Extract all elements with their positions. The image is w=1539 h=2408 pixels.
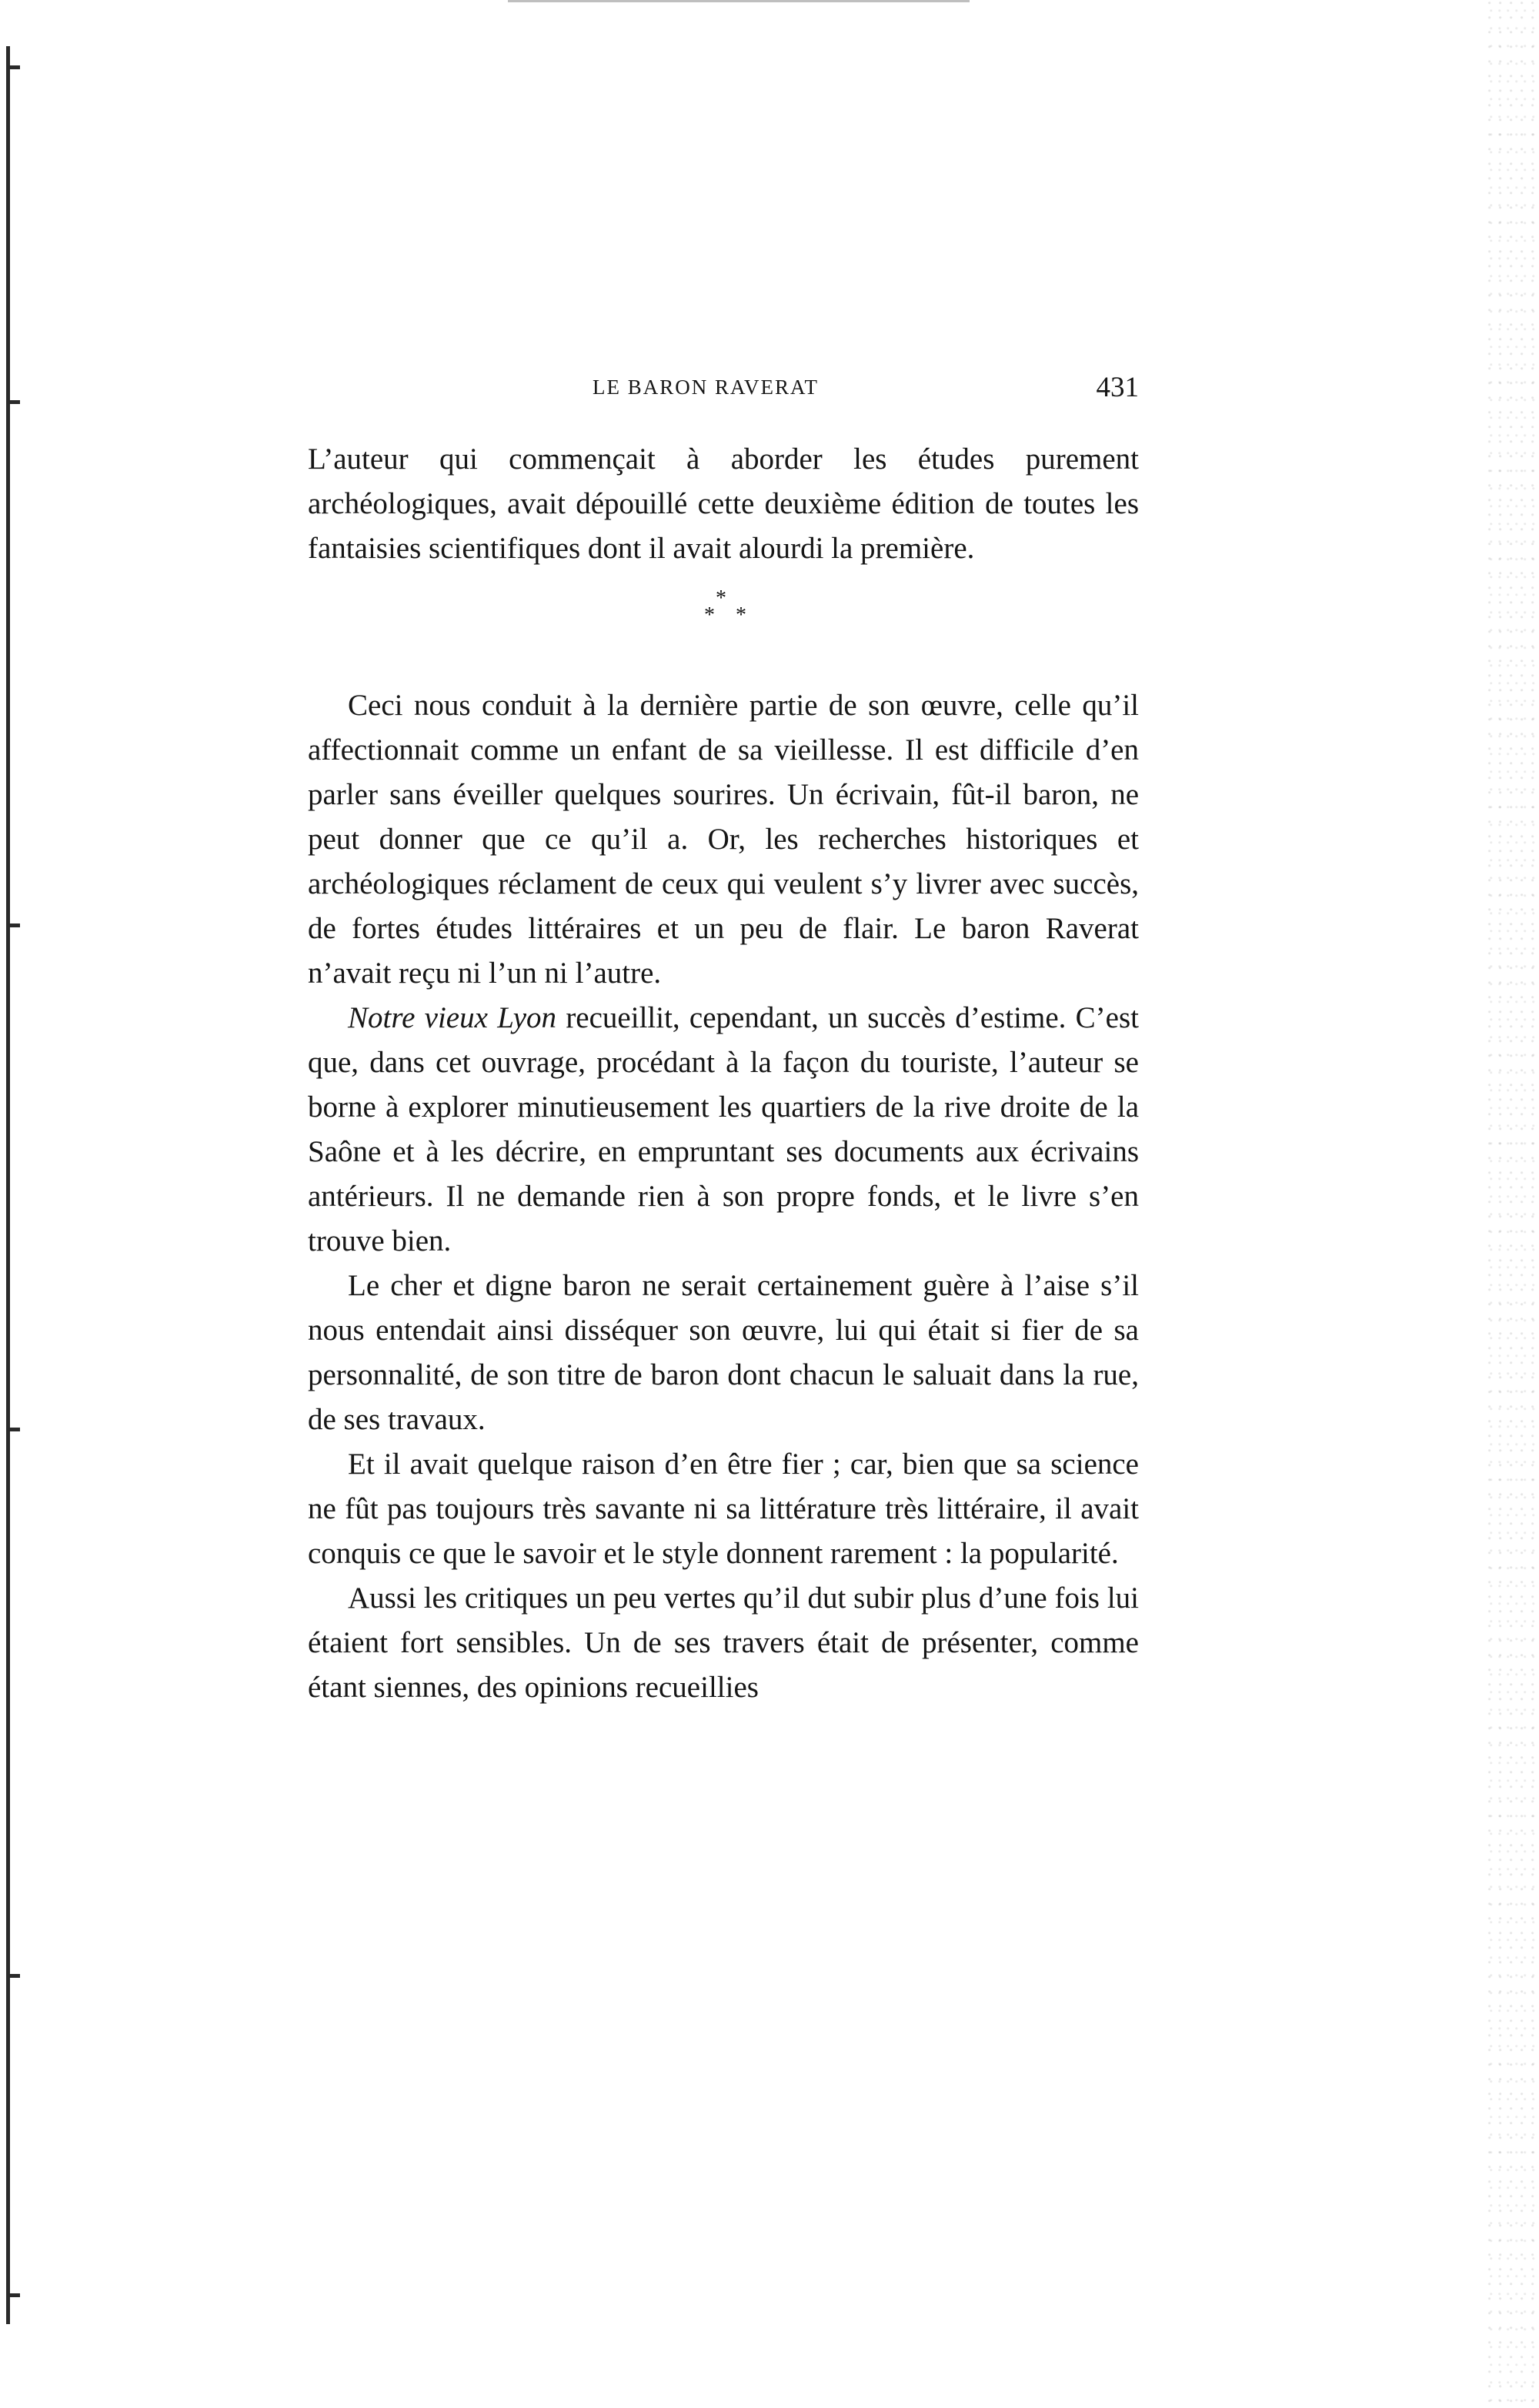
asterism-bottom: * * [704, 603, 754, 627]
scan-edge-tick [9, 923, 20, 927]
scan-edge-tick [9, 65, 20, 69]
running-title: LE BARON RAVERAT [593, 376, 820, 399]
section-break-asterism [308, 571, 1139, 683]
paragraph: Aussi les critiques un peu vertes qu’il dut subir plus d’une fois lui étaient fort sensibles. Un de ses travers était de présenter, comme étant siennes, des opinions recueillies [308, 1581, 1139, 1704]
page-number: 431 [1096, 372, 1139, 403]
scan-edge-tick [9, 400, 20, 404]
scan-left-edge [6, 46, 10, 2324]
paragraph: Le cher et digne baron ne serait certainement guère à l’aise s’il nous entendait ainsi disséquer son œuvre, lui qui était si fier de sa personnalité, de son titre de baron dont chacun le saluait dans la rue, de ses travaux. [308, 1269, 1139, 1436]
book-title: Notre vieux Lyon [348, 1001, 557, 1034]
scan-edge-tick [9, 1974, 20, 1978]
paragraph [308, 996, 1139, 1264]
asterism-top: * [716, 586, 726, 610]
paragraph-text: recueillit, cependant, un succès d’estime. C’est que, dans cet ouvrage, procédant à la façon du touriste, l’auteur se borne à explorer minutieusement les quartiers de la rive droite de la Saône et à les décrire, en empruntant ses documents aux écrivains antérieurs. Il ne demande rien à son propre fonds, et le livre s’en trouve bien. [308, 1001, 1139, 1257]
scan-edge-tick [9, 1428, 20, 1431]
running-head [308, 372, 1139, 406]
scan-right-noise [1485, 0, 1539, 2408]
paragraph: Ceci nous conduit à la dernière partie de son œuvre, celle qu’il affectionnait comme un enfant de sa vieillesse. Il est difficile d’en parler sans éveiller quelques sourires. Un écrivain, fût-il baron, ne peut donner que ce qu’il a. Or, les recherches historiques et archéologiques réclament de ceux qui veulent s’y livrer avec succès, de fortes études littéraires et un peu de flair. Le baron Raverat n’avait reçu ni l’un ni l’autre. [308, 689, 1139, 990]
scan-edge-tick [9, 2293, 20, 2297]
scan-top-artifact [508, 0, 970, 2]
paragraph: L’auteur qui commençait à aborder les études purement archéologiques, avait dépouillé cette deuxième édition de toutes les fantaisies scientifiques dont il avait alourdi la première. [308, 443, 1139, 565]
paragraph: Et il avait quelque raison d’en être fier ; car, bien que sa science ne fût pas toujours très savante ni sa littérature très littéraire, il avait conquis ce que le savoir et le style donnent rarement : la popularité. [308, 1448, 1139, 1570]
body-text [308, 437, 1139, 1710]
